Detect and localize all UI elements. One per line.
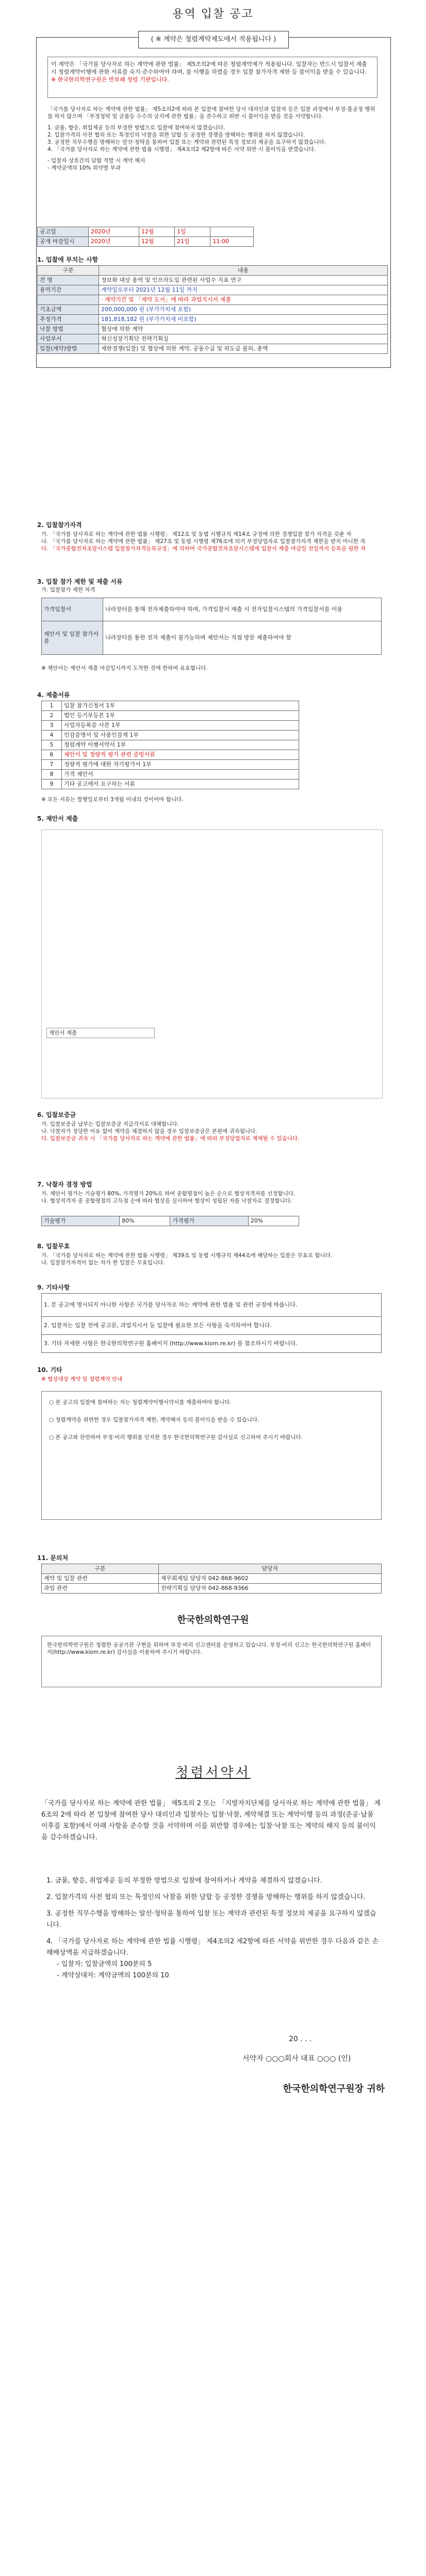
section-5-box	[41, 829, 383, 1098]
preamble-line: 3. 공정한 직무수행을 방해하는 알선·청탁을 통하여 입찰 또는 계약과 관련된 특정 정보의 제공을 요구하지 않겠습니다.	[47, 139, 326, 145]
section-4-table	[41, 701, 299, 789]
section-2-title: 2. 입찰참가자격	[37, 521, 82, 529]
table-row: 계약 및 입찰 관련 재무회계팀 담당자 042-868-9602	[42, 1574, 382, 1584]
section-8-body: 가. 「국가를 당사자로 하는 계약에 관한 법률 시행령」 제39조 및 동법 시행규칙 제44조에 해당하는 입찰은 무효로 합니다. 나. 입찰참가자격이 없는 자가 한 입찰은 무효입니다.	[41, 1252, 333, 1266]
section-2-body: 가. 「국가를 당사자로 하는 계약에 관한 법률 시행령」 제12조 및 동법 시행규칙 제14조 규정에 의한 경쟁입찰 참가 자격을 갖춘 자 나. 「국가를 당사자로 하는 계약에 관한 법률」 제27조 및 동법 시행령 제76조에 의거 부정당업자로 입찰참가자격 제한을 받지 아니한 자 다. 「국가종합전자조달시스템 입찰참가자격등록규정」에 의하여 국가종합전자조달시스템에 입찰서 제출 마감일 전일까지 등록을 필한 자	[41, 531, 366, 552]
intro-text: 이 계약은 「국가를 당사자로 하는 계약에 관한 법률」 제5조의2에 따른 청렴계약제가 적용됩니다. 입찰자는 반드시 입찰서 제출 시 청렴계약이행에 관한 서류를 숙지·준수하여야 하며, 불 이행을 하였을 경우 입찰 참가자격 제한 등 불이익을 받을 수 있습니다.	[51, 61, 367, 75]
contact-table-wrap	[41, 1564, 382, 1594]
pledge-date: 20 . . .	[289, 2035, 312, 2043]
pledge-signer: 서약자 ○○○회사 대표 ○○○ (인)	[242, 2055, 351, 2063]
section-4-note: ※ 모든 서류는 발행일로부터 3개월 이내의 것이어야 합니다.	[41, 796, 184, 803]
section-1-title: 1. 입찰에 부치는 사항	[37, 256, 99, 263]
section-10-sub: ※ 협상대상 계약 및 청렴계약 안내	[41, 1376, 123, 1382]
preamble-line: 2. 입찰가격의 사전 협의 또는 특정인의 낙찰을 위한 담합 등 공정한 경쟁을 방해하는 행위를 하지 않겠습니다.	[47, 132, 305, 138]
pledge-items: 1. 금품, 향응, 취업제공 등의 부정한 방법으로 입찰에 참여하거나 계약을 체결하지 않겠습니다. 2. 입찰가격의 사전 협의 또는 특정인의 낙찰을 위한 담합 등 공정한 경쟁을 방해하는 행위를 하지 않겠습니다. 3. 공정한 직무수행을 방해하는 알선·청탁을 통하여 입찰 또는 계약과 관련된 특정 정보의 제공을 요구하지 않겠습니다. 4. 「국가를 당사자로 하는 계약에 관한 법률 시행령」 제4조의2 제2항에 따른 서약을 위반한 경우 다음과 같은 손해배상액을 지급하겠습니다. - 입찰자: 입찰금액의 100분의 5 - 계약상대자: 계약금액의 100분의 10	[46, 1877, 379, 1979]
table-row: 3 사업자등록증 사본 1부	[42, 721, 299, 731]
table-row: 기초금액 200,000,000 원 (부가가치세 포함)	[38, 305, 388, 315]
section-9-table	[41, 1293, 382, 1353]
summary-table	[37, 227, 254, 247]
preamble-line: 4. 「국가를 당사자로 하는 계약에 관한 법률 시행령」 제4조의2 제2항에 따른 서약 위반 시 불이익을 받겠습니다.	[47, 146, 316, 152]
section-3-note: ※ 제안서는 제안서 제출 마감일시까지 도착한 것에 한하여 유효합니다.	[41, 665, 208, 671]
preamble-line: 1. 금품, 향응, 취업제공 등의 부정한 방법으로 입찰에 참여하지 않겠습니다.	[47, 125, 225, 131]
section-7-body: 가. 제안서 평가는 기술평가 80%, 가격평가 20%로 하여 종합평점이 높은 순으로 협상적격자를 선정합니다. 나. 협상적격자 중 종합평점의 고득점 순에 따라 협상을 실시하여 협상이 성립된 자를 낙찰자로 결정합니다.	[41, 1191, 296, 1204]
section-7-title: 7. 낙찰자 결정 방법	[37, 1181, 92, 1188]
pledge-intro: 「국가를 당사자로 하는 계약에 관한 법률」 제5조의 2 또는 「지방자치단체를 당사자로 하는 계약에 관한 법률」 제6조의 2에 따라 본 입찰에 참여한 당사 대리인과 입찰자는 입찰·낙찰, 계약체결 또는 계약이행 등의 과정(준공·납품 이후를 포함)에서 아래 사항을 준수할 것을 서약하며 이를 위반할 경우에는 입찰·낙찰 또는 계약의 해지 등의 불이익을 감수하겠습니다.	[41, 1800, 381, 1841]
preamble-line: 「국가를 당사자로 하는 계약에 관한 법률」 제5조의2에 따라 본 입찰에 참여한 당사 대리인과 입찰자 등은 입찰 과정에서 부정·불공정 행위를 하지 않으며 「부정청탁 및 금품등 수수의 금지에 관한 법률」을 준수하고 위반 시 불이익을 받을 것을 서약합니다.	[47, 106, 375, 120]
contact-title: 11. 문의처	[37, 1554, 69, 1562]
table-row: 입찰(계약)방법 제한경쟁(입찰) 및 협상에 의한 계약, 공동수급 및 하도급 불허, 총액	[38, 344, 388, 354]
table-row: 가격입찰서 나라장터를 통해 전자제출하여야 하며, 가격입찰서 제출 시 전자입찰시스템의 가격입찰서를 이용	[42, 598, 382, 621]
table-row: 낙찰 방법 협상에 의한 계약	[38, 325, 388, 334]
table-row: 5 청렴계약 이행서약서 1부	[42, 740, 299, 750]
section-9-table-wrap	[41, 1293, 382, 1353]
intro-box	[47, 57, 378, 98]
section-6-title: 6. 입찰보증금	[37, 1111, 76, 1118]
pledge-to: 한국한의학연구원장 귀하	[283, 2083, 385, 2094]
pledge-title: 청렴서약서	[175, 1765, 251, 1781]
table-row: 추정가격 181,818,182 원 (부가가치세 미포함)	[38, 315, 388, 325]
table-row: 2. 입찰자는 입찰 전에 공고문, 과업지시서 등 입찰에 필요한 모든 사항을 숙지하여야 합니다.	[42, 1317, 382, 1335]
contact-table: 구분 담당자 계약 및 입찰 관련 재무회계팀 담당자 042-868-9602 과업 관련 전략기획실 담당자 042-868-9366	[41, 1564, 382, 1594]
table-row: 4 인감증명서 및 사용인감계 1부	[42, 731, 299, 740]
section-1-table: 구분 내용 건 명 정보화 대상 용역 및 인프라도입 관련된 사업수 지표 연구 용역기간 계약일로부터 2021년 12월 11일 까지 · 계약기간 및 「계약 도서」에 따라 과업지시서 제출 기초금액 200,000,000 원 (부가가치세 포함) 추정가격 181,818,182 원 (부가가치세 미포함) 낙찰 방법 협상에 의한 계약 사업부서 혁신성장기획단 전략기획실 입찰(계약)방법 제한경쟁(입찰) 및 협상에 의한 계약, 공동수급 및 하도급 불허, 총액	[37, 265, 388, 354]
section-8-title: 8. 입찰무효	[37, 1243, 70, 1250]
table-row: 제안서 및 입찰 참가서류 나라장터를 통한 전자 제출이 불가능하며 제안서는 직접 방문 제출하여야 함	[42, 621, 382, 655]
section-4-title: 4. 제출서류	[37, 691, 70, 699]
table-row: 2 법인 등기부등본 1부	[42, 711, 299, 721]
section-10-title: 10. 기타	[37, 1366, 62, 1374]
preamble	[47, 106, 378, 172]
table-row: 공고일 2020년 12월 1일	[38, 227, 254, 237]
table-row: 7 정량적 평가에 대한 자기평가서 1부	[42, 760, 299, 770]
org-name: 한국한의학연구원	[177, 1615, 249, 1625]
weight-table-wrap	[41, 1216, 299, 1226]
section-10-box: ○ 본 공고의 입찰에 참여하는 자는 청렴계약이행서약서를 제출하여야 합니다. ○ 청렴계약을 위반한 경우 입찰참가자격 제한, 계약해지 등의 불이익을 받을 수 있습니다. ○ 본 공고와 관련하여 부정·비리 행위를 인지한 경우 한국한의학연구원 감사실로 신고하여 주시기 바랍니다.	[41, 1391, 382, 1520]
table-row: 사업부서 혁신성장기획단 전략기획실	[38, 334, 388, 344]
table-row: 1. 본 공고에 명시되지 아니한 사항은 국가를 당사자로 하는 계약에 관한 법률 및 관련 규정에 따릅니다.	[42, 1294, 382, 1317]
table-row: 6 제안서 및 정량적 평가 관련 증빙서류	[42, 750, 299, 760]
table-row: 용역기간 계약일로부터 2021년 12월 11일 까지	[38, 285, 388, 295]
table-row: 3. 기타 자세한 사항은 한국한의학연구원 홈페이지 (http://www.kiom.re.kr) 를 참조하시기 바랍니다.	[42, 1335, 382, 1353]
bottom-box: 한국한의학연구원은 청렴한 공공기관 구현을 위하여 부정·비리 신고센터를 운영하고 있습니다. 부정·비리 신고는 한국한의학연구원 홈페이지(http://www.kiom.re.kr) 감사실을 이용하여 주시기 바랍니다.	[41, 1636, 382, 1687]
preamble-line: - 입찰자 상호간의 담합 적발 시 계약 해지	[47, 158, 145, 164]
table-row: 1 입찰 참가신청서 1부	[42, 701, 299, 711]
section-1-table-wrap	[37, 265, 388, 354]
section-5-title: 5. 제안서 제출	[37, 815, 78, 822]
section-4-table-wrap	[41, 701, 299, 789]
table-row: 건 명 정보화 대상 용역 및 인프라도입 관련된 사업수 지표 연구	[38, 276, 388, 285]
table-row: · 계약기간 및 「계약 도서」에 따라 과업지시서 제출	[38, 295, 388, 305]
intro-emphasis: ※ 한국한의학연구원은 반부패 청렴 기관입니다.	[51, 76, 169, 83]
section-9-title: 9. 기타사항	[37, 1284, 70, 1291]
notice-header: ( ※ 계약은 청렴계약제도에서 적용됩니다 )	[138, 31, 289, 48]
page-title: 용역 입찰 공고	[172, 8, 254, 21]
table-row: 과업 관련 전략기획실 담당자 042-868-9366	[42, 1584, 382, 1594]
section-3-sub: 가. 입찰참가 제한 자격	[41, 587, 95, 593]
summary-table-wrap	[37, 227, 254, 247]
section-3-table	[41, 598, 382, 655]
table-row: 8 가격 제안서	[42, 770, 299, 779]
preamble-line: - 계약금액의 10% 위약벌 부과	[47, 165, 121, 171]
section-5-content: 제안서 제출	[46, 1028, 155, 1038]
weight-table	[41, 1216, 299, 1226]
section-3-table-wrap	[41, 598, 382, 655]
table-row: 공개 마감일시 2020년 12월 21일 11:00	[38, 237, 254, 247]
section-6-body: 가. 입찰보증금 납부는 입찰보증금 지급각서로 대체합니다. 나. 낙찰자가 정당한 이유 없이 계약을 체결하지 않을 경우 입찰보증금은 본원에 귀속됩니다. 다. 입찰보증금 귀속 시 「국가를 당사자로 하는 계약에 관한 법률」에 따라 부정당업자로 제재될 수 있습니다.	[41, 1121, 300, 1142]
section-3-title: 3. 입찰 참가 제한 및 제출 서류	[37, 578, 123, 585]
table-row: 기술평가 80% 가격평가 20%	[42, 1216, 299, 1226]
table-row: 9 기타 공고에서 요구하는 서류	[42, 779, 299, 789]
